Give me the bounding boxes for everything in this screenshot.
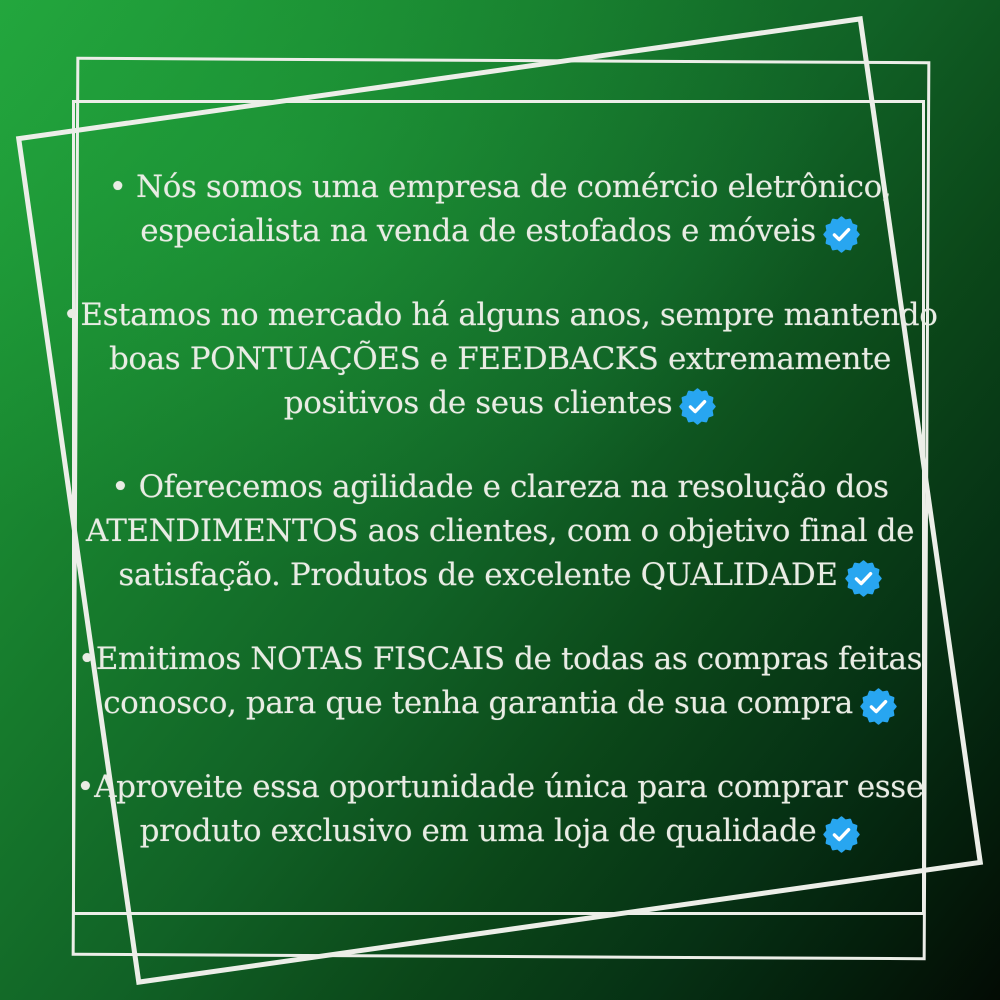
benefit-text: conosco, para que tenha garantia de sua compra — [103, 685, 853, 721]
benefit-text: ATENDIMENTOS aos clientes, com o objetivo final de — [85, 513, 915, 549]
benefit-line — [55, 381, 945, 425]
benefit-paragraph — [55, 165, 945, 253]
verified-badge-icon — [860, 688, 897, 725]
benefit-paragraph — [55, 465, 945, 597]
benefit-text: •Estamos no mercado há alguns anos, sempre mantendo — [62, 297, 938, 333]
benefit-text: • Nós somos uma empresa de comércio eletrônico, — [108, 169, 892, 205]
benefit-line — [55, 209, 945, 253]
benefit-line — [55, 809, 945, 853]
benefit-paragraph — [55, 637, 945, 725]
benefit-text: •Emitimos NOTAS FISCAIS de todas as compras feitas — [77, 641, 923, 677]
benefit-text: • Oferecemos agilidade e clareza na resolução dos — [111, 469, 889, 505]
benefit-text: satisfação. Produtos de excelente QUALIDADE — [118, 557, 838, 593]
benefit-line — [55, 337, 945, 381]
benefit-line — [55, 465, 945, 509]
benefit-text: •Aproveite essa oportunidade única para comprar esse — [76, 769, 924, 805]
verified-badge-icon — [679, 388, 716, 425]
benefit-paragraph — [55, 765, 945, 853]
benefit-line — [55, 165, 945, 209]
benefit-line — [55, 293, 945, 337]
benefit-text: boas PONTUAÇÕES e FEEDBACKS extremamente — [108, 341, 892, 377]
verified-badge-icon — [823, 216, 860, 253]
benefit-paragraph — [55, 293, 945, 425]
benefit-line — [55, 681, 945, 725]
benefit-text: positivos de seus clientes — [283, 385, 673, 421]
benefit-line — [55, 637, 945, 681]
verified-badge-icon — [845, 560, 882, 597]
benefit-text: especialista na venda de estofados e móveis — [140, 213, 816, 249]
benefit-text: produto exclusivo em uma loja de qualidade — [139, 813, 817, 849]
benefit-line — [55, 509, 945, 553]
verified-badge-icon — [823, 816, 860, 853]
benefit-line — [55, 553, 945, 597]
benefit-line — [55, 765, 945, 809]
